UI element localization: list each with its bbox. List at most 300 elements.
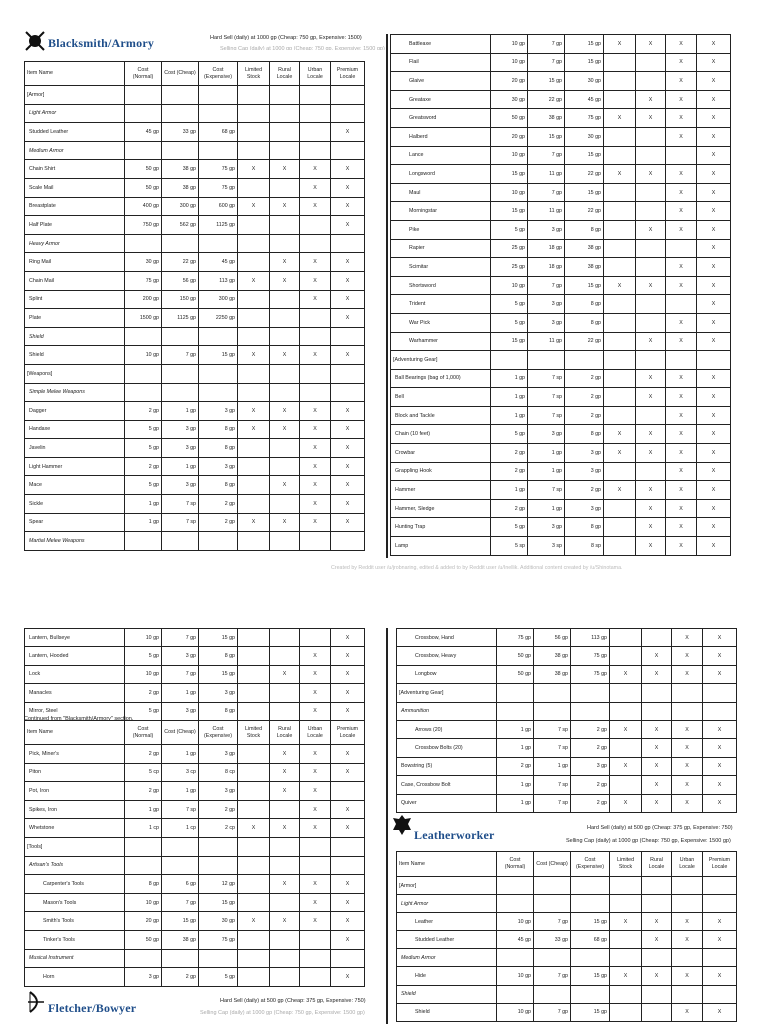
availability-cell: X: [666, 406, 697, 425]
cost-cell: 50 gp: [125, 178, 162, 197]
empty-cell: [697, 351, 731, 370]
cost-cell: 15 gp: [571, 967, 610, 985]
empty-cell: [300, 104, 331, 123]
availability-cell: X: [610, 967, 642, 985]
availability-cell: X: [300, 665, 331, 683]
cost-cell: 1 gp: [497, 776, 534, 794]
empty-cell: [300, 234, 331, 253]
subcategory-row: [25, 327, 365, 346]
empty-cell: [331, 383, 365, 402]
availability-cell: X: [270, 513, 300, 532]
availability-cell: X: [703, 647, 737, 665]
item-name: Handaxe: [25, 420, 125, 439]
cost-cell: 7 sp: [162, 800, 199, 819]
empty-cell: [703, 949, 737, 967]
table-row: [25, 271, 365, 290]
cost-cell: 11 gp: [528, 202, 565, 221]
empty-cell: [162, 104, 199, 123]
item-name: Pick, Miner's: [25, 745, 125, 764]
empty-cell: [571, 702, 610, 720]
cost-cell: 15 gp: [571, 1003, 610, 1021]
empty-cell: [162, 364, 199, 383]
cost-cell: 7 gp: [534, 967, 571, 985]
cost-cell: 22 gp: [565, 332, 604, 351]
cost-cell: 5 gp: [491, 295, 528, 314]
availability-cell: X: [666, 499, 697, 518]
cost-cell: 7 gp: [534, 913, 571, 931]
table-row: [391, 165, 731, 184]
availability-cell: [604, 499, 636, 518]
item-name: Pot, Iron: [25, 782, 125, 801]
availability-cell: X: [331, 763, 365, 782]
crossed-swords-shield-icon: [24, 30, 46, 52]
empty-cell: [672, 684, 703, 702]
cost-cell: 10 gp: [497, 913, 534, 931]
item-name: Bowstring (5): [397, 757, 497, 775]
bow-arrow-icon: [26, 990, 46, 1014]
empty-cell: [331, 856, 365, 875]
cost-cell: 10 gp: [125, 665, 162, 683]
table-row: [25, 930, 365, 949]
availability-cell: [238, 893, 270, 912]
cost-cell: 7 gp: [162, 665, 199, 683]
item-name: Ring Mail: [25, 253, 125, 272]
cost-cell: 18 gp: [528, 258, 565, 277]
cost-cell: 3 gp: [528, 518, 565, 537]
availability-cell: X: [697, 90, 731, 109]
empty-cell: [125, 141, 162, 160]
availability-cell: [238, 178, 270, 197]
cost-cell: 1 gp: [162, 402, 199, 421]
cost-cell: 50 gp: [497, 665, 534, 683]
availability-cell: X: [238, 402, 270, 421]
availability-cell: [238, 930, 270, 949]
table-row: [397, 967, 737, 985]
cost-cell: 5 gp: [491, 313, 528, 332]
empty-cell: [270, 234, 300, 253]
cost-cell: 10 gp: [491, 146, 528, 165]
empty-cell: [238, 141, 270, 160]
cost-cell: 2 gp: [199, 513, 238, 532]
selling-cap-leatherworker: Selling Cap (daily) at 1000 gp (Cheap: 750 gp, Expensive: 1500 gp): [566, 838, 731, 844]
table-row: [391, 537, 731, 556]
availability-cell: X: [636, 518, 666, 537]
item-name: Sickle: [25, 495, 125, 514]
availability-cell: X: [666, 72, 697, 91]
availability-cell: X: [300, 495, 331, 514]
availability-cell: X: [697, 537, 731, 556]
subcategory-label: Simple Melee Weapons: [25, 383, 125, 402]
cost-cell: 3 gp: [199, 745, 238, 764]
availability-cell: X: [672, 967, 703, 985]
empty-cell: [672, 702, 703, 720]
table-row: [25, 178, 365, 197]
empty-cell: [666, 351, 697, 370]
column-header: Urban Locale: [300, 62, 331, 86]
empty-cell: [238, 383, 270, 402]
availability-cell: X: [270, 912, 300, 931]
cost-cell: 5 sp: [491, 537, 528, 556]
subcategory-label: Light Armor: [397, 895, 497, 913]
table-row: [391, 202, 731, 221]
cost-cell: 10 gp: [125, 893, 162, 912]
availability-cell: X: [703, 720, 737, 738]
availability-cell: X: [636, 444, 666, 463]
credit-line: Created by Reddit user /u/jrobnaring, edited & added to by Reddit user /u/Inellik. Additional content created by /u/Shinotama.: [331, 565, 623, 571]
empty-cell: [331, 837, 365, 856]
empty-cell: [534, 684, 571, 702]
cost-cell: 8 gp: [199, 702, 238, 720]
availability-cell: [636, 313, 666, 332]
availability-cell: X: [642, 647, 672, 665]
subcategory-label: Shield: [25, 327, 125, 346]
item-name: Light Hammer: [25, 457, 125, 476]
item-name: Studded Leather: [25, 123, 125, 142]
availability-cell: [238, 647, 270, 665]
cost-cell: 1 gp: [125, 800, 162, 819]
table-row: [391, 183, 731, 202]
availability-cell: X: [270, 402, 300, 421]
subcategory-label: Heavy Armor: [25, 234, 125, 253]
table-row: [25, 123, 365, 142]
availability-cell: X: [610, 913, 642, 931]
availability-cell: X: [697, 332, 731, 351]
cost-cell: 7 sp: [534, 720, 571, 738]
cost-cell: 2 gp: [565, 369, 604, 388]
empty-cell: [672, 985, 703, 1003]
cost-cell: 7 gp: [528, 276, 565, 295]
availability-cell: X: [666, 35, 697, 54]
availability-cell: X: [300, 420, 331, 439]
item-name: Half Plate: [25, 216, 125, 235]
cost-cell: 12 gp: [199, 875, 238, 894]
cost-cell: 56 gp: [534, 629, 571, 647]
availability-cell: X: [331, 346, 365, 365]
cost-cell: 2 gp: [125, 402, 162, 421]
availability-cell: X: [697, 462, 731, 481]
item-name: Mirror, Steel: [25, 702, 125, 720]
availability-cell: X: [331, 800, 365, 819]
empty-cell: [199, 383, 238, 402]
cost-cell: 38 gp: [162, 160, 199, 179]
cost-cell: 15 gp: [199, 629, 238, 647]
cost-cell: 1 cp: [162, 819, 199, 838]
column-header: Limited Stock: [238, 62, 270, 86]
cost-cell: 45 gp: [199, 253, 238, 272]
availability-cell: X: [666, 258, 697, 277]
item-name: Lock: [25, 665, 125, 683]
empty-cell: [642, 949, 672, 967]
availability-cell: X: [666, 537, 697, 556]
cost-cell: 1 gp: [491, 406, 528, 425]
availability-cell: [270, 457, 300, 476]
cost-cell: 2 cp: [199, 819, 238, 838]
availability-cell: X: [672, 739, 703, 757]
cost-cell: 38 gp: [528, 109, 565, 128]
cost-cell: 38 gp: [565, 258, 604, 277]
availability-cell: [238, 476, 270, 495]
availability-cell: X: [666, 332, 697, 351]
empty-cell: [238, 837, 270, 856]
availability-cell: [270, 629, 300, 647]
empty-cell: [642, 985, 672, 1003]
cost-cell: 5 gp: [491, 518, 528, 537]
empty-cell: [331, 86, 365, 105]
blacksmith-table-continued: [390, 34, 731, 556]
cost-cell: 3 sp: [528, 537, 565, 556]
category-label: [Tools]: [25, 837, 125, 856]
empty-cell: [610, 985, 642, 1003]
availability-cell: X: [703, 776, 737, 794]
table-row: [25, 309, 365, 328]
availability-cell: X: [672, 776, 703, 794]
selling-cap-fletcher: Selling Cap (daily) at 1000 gp (Cheap: 750 gp, Expensive: 1500 gp): [200, 1010, 365, 1016]
cost-cell: 3 gp: [565, 499, 604, 518]
empty-cell: [672, 895, 703, 913]
cost-cell: 1 gp: [491, 369, 528, 388]
empty-cell: [300, 856, 331, 875]
column-header: Cost (Cheap): [162, 721, 199, 745]
availability-cell: X: [697, 388, 731, 407]
item-name: Maul: [391, 183, 491, 202]
empty-cell: [497, 877, 534, 895]
availability-cell: X: [636, 481, 666, 500]
cost-cell: 2 gp: [571, 739, 610, 757]
availability-cell: X: [331, 513, 365, 532]
item-name: Chain (10 feet): [391, 425, 491, 444]
availability-cell: X: [672, 757, 703, 775]
cost-cell: 150 gp: [162, 290, 199, 309]
empty-cell: [331, 532, 365, 551]
table-row: [397, 1003, 737, 1021]
table-row: [397, 720, 737, 738]
item-name: Scimitar: [391, 258, 491, 277]
availability-cell: X: [300, 800, 331, 819]
availability-cell: X: [697, 127, 731, 146]
item-name: Shortsword: [391, 276, 491, 295]
table-row: [391, 72, 731, 91]
cost-cell: 1 cp: [125, 819, 162, 838]
empty-cell: [270, 104, 300, 123]
cost-cell: 50 gp: [497, 647, 534, 665]
cost-cell: 2 gp: [125, 782, 162, 801]
cost-cell: 75 gp: [199, 178, 238, 197]
availability-cell: X: [331, 684, 365, 702]
item-name: Whetstone: [25, 819, 125, 838]
availability-cell: X: [331, 271, 365, 290]
table-row: [25, 968, 365, 987]
availability-cell: X: [331, 665, 365, 683]
item-name: Pike: [391, 220, 491, 239]
empty-cell: [331, 141, 365, 160]
empty-cell: [300, 383, 331, 402]
empty-cell: [703, 985, 737, 1003]
item-name: Carpenter's Tools: [25, 875, 125, 894]
empty-cell: [238, 949, 270, 968]
table-row: [397, 931, 737, 949]
cost-cell: 2 gp: [565, 406, 604, 425]
empty-cell: [270, 364, 300, 383]
availability-cell: [238, 123, 270, 142]
table-row: [25, 745, 365, 764]
price-table: [396, 851, 737, 1022]
empty-cell: [331, 364, 365, 383]
availability-cell: X: [703, 665, 737, 683]
empty-cell: [199, 104, 238, 123]
cost-cell: 50 gp: [125, 930, 162, 949]
empty-cell: [300, 364, 331, 383]
item-name: Longbow: [397, 665, 497, 683]
cost-cell: 5 gp: [125, 439, 162, 458]
hard-sell-fletcher: Hard Sell (daily) at 500 gp (Cheap: 375 gp, Expensive: 750): [220, 998, 366, 1004]
empty-cell: [610, 702, 642, 720]
availability-cell: [270, 290, 300, 309]
cost-cell: 68 gp: [199, 123, 238, 142]
item-name: Studded Leather: [397, 931, 497, 949]
empty-cell: [199, 364, 238, 383]
cost-cell: 75 gp: [125, 271, 162, 290]
empty-cell: [162, 234, 199, 253]
availability-cell: X: [666, 90, 697, 109]
availability-cell: X: [331, 216, 365, 235]
table-row: [397, 794, 737, 812]
cost-cell: 200 gp: [125, 290, 162, 309]
item-name: Splint: [25, 290, 125, 309]
column-header: Rural Locale: [642, 852, 672, 877]
table-row: [25, 216, 365, 235]
availability-cell: X: [300, 402, 331, 421]
column-header: Cost (Normal): [125, 62, 162, 86]
column-header: Premium Locale: [331, 62, 365, 86]
availability-cell: X: [697, 53, 731, 72]
column-header: Cost (Expensive): [199, 62, 238, 86]
empty-cell: [199, 856, 238, 875]
availability-cell: [604, 127, 636, 146]
availability-cell: X: [300, 346, 331, 365]
availability-cell: X: [300, 439, 331, 458]
leather-hide-icon: [392, 814, 412, 836]
table-row: [25, 800, 365, 819]
empty-cell: [238, 364, 270, 383]
table-row: [25, 665, 365, 683]
subcategory-row: [397, 702, 737, 720]
cost-cell: 1 gp: [162, 684, 199, 702]
cost-cell: 3 gp: [199, 782, 238, 801]
table-row: [25, 420, 365, 439]
column-header: Rural Locale: [270, 62, 300, 86]
availability-cell: [270, 439, 300, 458]
table-row: [25, 684, 365, 702]
availability-cell: X: [604, 444, 636, 463]
empty-cell: [604, 351, 636, 370]
availability-cell: [636, 406, 666, 425]
category-label: [Armor]: [397, 877, 497, 895]
cost-cell: 25 gp: [491, 239, 528, 258]
cost-cell: 750 gp: [125, 216, 162, 235]
availability-cell: [636, 202, 666, 221]
availability-cell: X: [666, 183, 697, 202]
availability-cell: [604, 183, 636, 202]
availability-cell: [604, 53, 636, 72]
availability-cell: X: [636, 109, 666, 128]
empty-cell: [125, 383, 162, 402]
subcategory-label: Ammunition: [397, 702, 497, 720]
cost-cell: 7 gp: [528, 146, 565, 165]
cost-cell: 15 gp: [491, 332, 528, 351]
cost-cell: 8 gp: [565, 425, 604, 444]
cost-cell: 3 gp: [199, 684, 238, 702]
subcategory-label: Light Armor: [25, 104, 125, 123]
cost-cell: 2 gp: [491, 499, 528, 518]
price-table: [24, 61, 365, 551]
availability-cell: X: [697, 518, 731, 537]
cost-cell: 2250 gp: [199, 309, 238, 328]
empty-cell: [270, 949, 300, 968]
cost-cell: 10 gp: [491, 276, 528, 295]
cost-cell: 11 gp: [528, 332, 565, 351]
table-row: [25, 439, 365, 458]
availability-cell: X: [300, 197, 331, 216]
table-row: [391, 239, 731, 258]
availability-cell: X: [666, 313, 697, 332]
availability-cell: X: [697, 165, 731, 184]
cost-cell: 8 sp: [565, 537, 604, 556]
availability-cell: [636, 72, 666, 91]
availability-cell: [610, 739, 642, 757]
availability-cell: X: [636, 537, 666, 556]
availability-cell: X: [666, 481, 697, 500]
cost-cell: 10 gp: [497, 967, 534, 985]
availability-cell: [300, 968, 331, 987]
availability-cell: X: [642, 776, 672, 794]
availability-cell: [300, 309, 331, 328]
empty-cell: [199, 141, 238, 160]
cost-cell: 75 gp: [497, 629, 534, 647]
subcategory-label: Medium Armor: [397, 949, 497, 967]
availability-cell: X: [636, 499, 666, 518]
empty-cell: [571, 877, 610, 895]
column-header: Item Name: [25, 721, 125, 745]
availability-cell: X: [331, 912, 365, 931]
empty-cell: [642, 895, 672, 913]
cost-cell: 15 gp: [571, 913, 610, 931]
availability-cell: X: [331, 629, 365, 647]
subcategory-row: [25, 532, 365, 551]
availability-cell: [238, 253, 270, 272]
subcategory-row: [397, 895, 737, 913]
availability-cell: X: [636, 220, 666, 239]
cost-cell: 113 gp: [199, 271, 238, 290]
column-header: Cost (Cheap): [534, 852, 571, 877]
item-name: Leather: [397, 913, 497, 931]
availability-cell: X: [604, 165, 636, 184]
availability-cell: [604, 295, 636, 314]
availability-cell: X: [672, 647, 703, 665]
table-row: [25, 763, 365, 782]
category-label: [Adventuring Gear]: [391, 351, 491, 370]
header-row: [25, 62, 365, 86]
availability-cell: [238, 875, 270, 894]
empty-cell: [610, 895, 642, 913]
cost-cell: 3 gp: [199, 402, 238, 421]
cost-cell: 2 gp: [565, 481, 604, 500]
empty-cell: [199, 234, 238, 253]
availability-cell: X: [331, 745, 365, 764]
empty-cell: [162, 327, 199, 346]
cost-cell: 75 gp: [571, 665, 610, 683]
column-header: Cost (Expensive): [571, 852, 610, 877]
item-name: Quiver: [397, 794, 497, 812]
